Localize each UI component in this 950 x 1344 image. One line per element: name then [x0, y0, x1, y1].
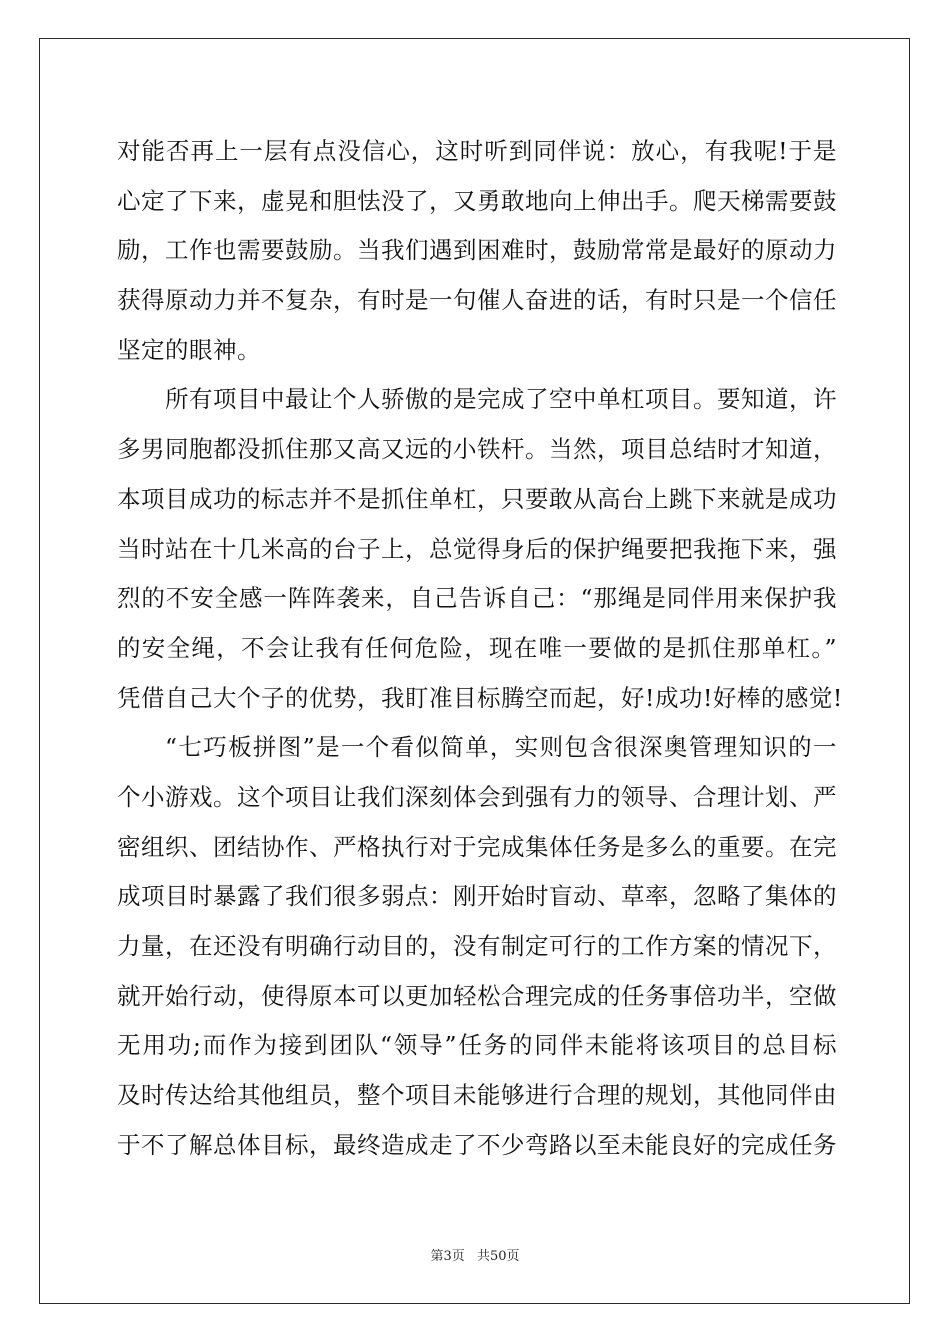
text-line: 成项目时暴露了我们很多弱点：刚开始时盲动、草率，忽略了集体的	[117, 882, 837, 911]
text-line: 凭借自己大个子的优势，我盯准目标腾空而起，好!成功!好棒的感觉!	[117, 683, 843, 712]
paragraph-start-line: “七巧板拼图”是一个看似简单，实则包含很深奥管理知识的一	[165, 733, 837, 762]
text-line: 于不了解总体目标，最终造成走了不少弯路以至未能良好的完成任务	[117, 1130, 837, 1159]
text-line: 及时传达给其他组员，整个项目未能够进行合理的规划，其他同伴由	[117, 1081, 837, 1110]
page-footer	[0, 1245, 950, 1264]
text-line: 力量，在还没有明确行动目的，没有制定可行的工作方案的情况下，	[117, 932, 837, 960]
text-line: 烈的不安全感一阵阵袭来，自己告诉自己：“那绳是同伴用来保护我	[117, 584, 837, 613]
page-total: 共50页	[476, 1249, 520, 1264]
page-number: 第3页	[430, 1249, 465, 1264]
text-line: 坚定的眼神。	[117, 335, 261, 364]
text-line: 就开始行动，使得原本可以更加轻松合理完成的任务事倍功半，空做	[117, 981, 837, 1010]
text-line: 当时站在十几米高的台子上，总觉得身后的保护绳要把我拖下来，强	[117, 534, 837, 563]
text-line: 无用功;而作为接到团队“领导”任务的同伴未能将该项目的总目标	[117, 1031, 837, 1060]
text-line: 励，工作也需要鼓励。当我们遇到困难时，鼓励常常是最好的原动力	[117, 236, 837, 265]
text-line: 获得原动力并不复杂，有时是一句催人奋进的话，有时只是一个信任	[117, 286, 837, 315]
text-line: 多男同胞都没抓住那又高又远的小铁杆。当然，项目总结时才知道，	[117, 435, 837, 464]
text-line: 本项目成功的标志并不是抓住单杠，只要敢从高台上跳下来就是成功	[117, 484, 837, 513]
paragraph-start-line: 所有项目中最让个人骄傲的是完成了空中单杠项目。要知道，许	[165, 385, 837, 414]
text-line: 的安全绳，不会让我有任何危险，现在唯一要做的是抓住那单杠。”	[117, 633, 837, 662]
text-line: 心定了下来，虚晃和胆怯没了，又勇敢地向上伸出手。爬天梯需要鼓	[117, 186, 837, 215]
text-line: 密组织、团结协作、严格执行对于完成集体任务是多么的重要。在完	[117, 832, 837, 861]
text-line: 个小游戏。这个项目让我们深刻体会到强有力的领导、合理计划、严	[117, 782, 837, 811]
document-body	[117, 128, 843, 1171]
text-line: 对能否再上一层有点没信心，这时听到同伴说：放心，有我呢!于是	[117, 137, 837, 165]
